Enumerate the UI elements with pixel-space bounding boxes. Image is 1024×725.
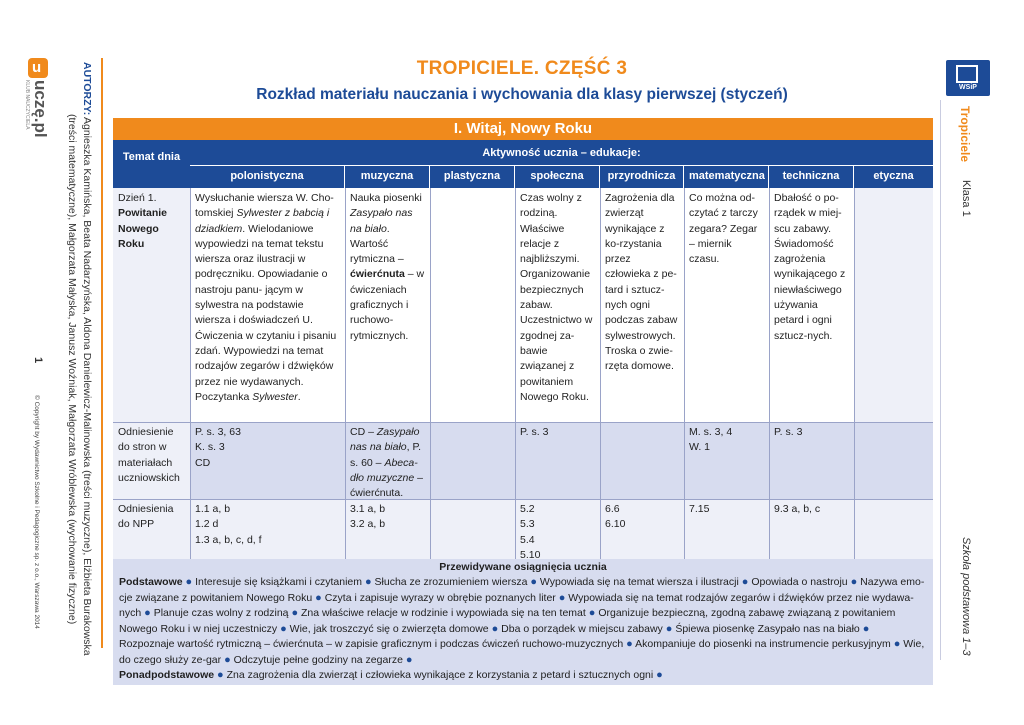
bullet-icon: ●	[893, 638, 901, 650]
row2-matematyczna: M. s. 3, 4 W. 1	[684, 422, 769, 499]
grid-line	[600, 188, 601, 559]
row1-day: Dzień 1.	[118, 192, 157, 204]
logo-text: uczę.pl	[31, 80, 50, 138]
bullet-icon: ●	[217, 669, 224, 681]
row3-label: Odniesienia do NPP	[113, 499, 190, 559]
row2-plastyczna	[430, 422, 515, 499]
bullet-icon: ●	[558, 591, 566, 604]
achievements-box	[113, 559, 933, 685]
bullet-icon: ●	[315, 591, 322, 604]
row2-polonistyczna: P. s. 3, 63 K. s. 3 CD	[190, 422, 345, 499]
grid-line	[113, 422, 933, 423]
row3-spoleczna: 5.2 5.3 5.4 5.10	[515, 499, 600, 559]
page-title: TROPICIELE. CZĘŚĆ 3	[416, 58, 628, 79]
row3-plastyczna	[430, 499, 515, 559]
bullet-icon: ●	[741, 576, 749, 588]
row2-przyrodnicza	[600, 422, 684, 499]
row1-polonistyczna: Wysłuchanie wiersza W. Cho- tomskiej Sylwester z babcią i dziadkiem. Wielodaniowe wypowiedzi na temat tekstu wiersza oraz ilustracji w podręczniku. Opowiadanie o nastroju panu- jącym w sylwestra na podstawie wiersza i doświadczeń U. Ćwiczenia w czytaniu i pisaniu zdań. Wypowiedzi na temat rodzajów zegarów i dźwięków przez nie wydawanych. Poczytanka Sylwester.	[190, 188, 345, 422]
row3-polonistyczna: 1.1 a, b 1.2 d 1.3 a, b, c, d, f	[190, 499, 345, 559]
wsip-book-icon	[956, 65, 978, 83]
bullet-icon: ●	[491, 622, 499, 635]
grid-line	[430, 188, 431, 559]
bullet-icon: ●	[588, 607, 596, 619]
row2-spoleczna: P. s. 3	[515, 422, 600, 499]
corner-header: Temat dnia	[113, 140, 190, 188]
left-sidebar	[0, 0, 112, 725]
row1-etyczna	[854, 188, 933, 422]
row2-muzyczna: CD – Zasypało nas na biało, P. s. 60 – Abeca-dło muzyczne – ćwierćnuta.	[345, 422, 430, 499]
col-techniczna: techniczna	[769, 166, 853, 188]
grid-line	[854, 188, 855, 559]
col-etyczna: etyczna	[854, 166, 933, 188]
bullet-icon: ●	[144, 607, 151, 619]
row1-spoleczna: Czas wolny z rodziną. Właściwe relacje z najbliższymi. Organizowanie bezpiecznych zabaw. Uczestnictwo w zgodnej za-bawie związanej z powitaniem Nowego Roku.	[515, 188, 600, 422]
bullet-icon: ●	[185, 576, 193, 588]
grid-line	[769, 188, 770, 559]
authors-line-1: Agnieszka Kamińska, Beata Nadarzyńska, Aldona Danielewicz-Malinowska (treści muzyczne), Elżbieta Burakowska	[81, 117, 93, 656]
bullet-icon: ●	[656, 669, 663, 681]
logo-tagline: KLUB NAUCZYCIELA	[24, 80, 30, 130]
authors-label: AUTORZY:	[81, 62, 93, 116]
bullet-icon: ●	[862, 622, 870, 635]
bullet-icon: ●	[665, 622, 673, 635]
bullet-icon: ●	[291, 607, 299, 619]
school-label: Szkoła podstawowa 1–3	[960, 537, 972, 656]
row2-label: Odniesienie do stron w materiałach uczniowskich	[113, 422, 190, 499]
row1-label	[113, 188, 190, 422]
col-polonistyczna: polonistyczna	[190, 166, 344, 188]
row1-przyrodnicza: Zagrożenia dla zwierząt wynikające z ko-rzystania przez człowieka z pe-tard i sztucz-nych ogni podczas zabaw sylwestrowych. Troska o zwie-rzęta domowe.	[600, 188, 684, 422]
klasa-label: Klasa 1	[960, 180, 972, 217]
grid-line	[190, 188, 191, 559]
uczepl-logo-icon: u	[28, 58, 48, 78]
bullet-icon: ●	[224, 653, 231, 666]
sidebar-divider	[101, 58, 103, 648]
col-plastyczna: plastyczna	[430, 166, 514, 188]
row3-etyczna	[854, 499, 933, 559]
page-subtitle: Rozkład materiału nauczania i wychowania dla klasy pierwszej (styczeń)	[256, 86, 788, 103]
wsip-logo	[946, 60, 990, 96]
row2-etyczna	[854, 422, 933, 499]
wsip-label: WSiP	[959, 84, 977, 91]
row1-muzyczna: Nauka piosenki Zasypało nas na biało. Wartość rytmiczna – ćwierćnuta – w ćwiczeniach graficznych i ruchowo-rytmicznych.	[345, 188, 430, 422]
grid-line	[345, 188, 346, 559]
authors-line-2: (treści matematyczne), Małgorzata Małyska, Janusz Woźniak, Małgorzata Wróblewska (wychowanie fizyczne)	[66, 114, 78, 625]
col-spoleczna: społeczna	[515, 166, 599, 188]
achievements-body: Podstawowe ● Interesuje się książkami i czytaniem ● Słucha ze zrozumieniem wiersza ● Wypowiada się na temat wiersza i ilustracji ● Opowiada o nastroju ● Nazywa emo-cje związane z powitaniem Nowego Roku ● Czyta i zapisuje wyrazy w obrębie poznanych liter ● Wypowiada się na temat rodzajów zegarów i dźwięków przez nie wydawa-nych ● Planuje czas wolny z rodziną ● Zna właściwe relacje w rodzinie i wypowiada się na ten temat ● Organizuje bezpieczną, zgodną zabawę związaną z powitaniem Nowego Roku i w niej uczestniczy ● Wie, jak troszczyć się o zwierzęta domowe ● Dba o porządek w miejscu zabawy ● Śpiewa piosenkę Zasypało nas na biało ● Rozpoznaje wartość rytmiczną – ćwierćnuta – w zapisie graficznym i podczas ćwiczeń ruchowo-muzycznych ● Akompaniuje do piosenki na instrumencie perkusyjnym ● Wie, do czego służy ze-gar ● Odczytuje pełne godziny na zegarze ● Ponadpodstawowe ● Zna zagrożenia dla zwierząt i człowieka wynikające z korzystania z petard i sztucznych ogni ●	[119, 576, 925, 681]
col-matematyczna: matematyczna	[684, 166, 768, 188]
grid-line	[113, 499, 933, 500]
advanced-label: Ponadpodstawowe	[119, 669, 215, 681]
row3-muzyczna: 3.1 a, b 3.2 a, b	[345, 499, 430, 559]
basic-label: Podstawowe	[119, 576, 183, 588]
row1-plastyczna	[430, 188, 515, 422]
bullet-icon: ●	[850, 576, 858, 588]
bullet-icon: ●	[405, 653, 413, 666]
row3-przyrodnicza: 6.6 6.10	[600, 499, 684, 559]
col-muzyczna: muzyczna	[345, 166, 429, 188]
row1-techniczna: Dbałość o po-rządek w miej-scu zabawy. Świadomość zagrożenia wynikającego z niewłaściwego używania petard i ogni sztucz-nych.	[769, 188, 854, 422]
bullet-icon: ●	[280, 622, 287, 635]
copyright: © Copyright by Wydawnictwo Szkolne i Pedagogiczne sp. z o.o., Warszawa 2014	[33, 395, 40, 629]
bullet-icon: ●	[530, 576, 537, 588]
right-divider	[940, 100, 941, 660]
page-number: 1	[32, 357, 44, 364]
grid-line	[515, 188, 516, 559]
col-przyrodnicza: przyrodnicza	[600, 166, 683, 188]
row1-matematyczna: Co można od-czytać z tarczy zegara? Zegar – miernik czasu.	[684, 188, 769, 422]
series-name: Tropiciele	[958, 106, 972, 163]
row3-techniczna: 9.3 a, b, c	[769, 499, 854, 559]
row3-matematyczna: 7.15	[684, 499, 769, 559]
bullet-icon: ●	[364, 576, 372, 588]
group-header: Aktywność ucznia – edukacje:	[190, 140, 933, 165]
grid-line	[684, 188, 685, 559]
row2-techniczna: P. s. 3	[769, 422, 854, 499]
achievements-title: Przewidywane osiągnięcia ucznia	[439, 561, 607, 573]
bullet-icon: ●	[626, 638, 633, 650]
row1-topic: Powitanie Nowego Roku	[118, 207, 168, 250]
section-title: I. Witaj, Nowy Roku	[113, 118, 933, 140]
